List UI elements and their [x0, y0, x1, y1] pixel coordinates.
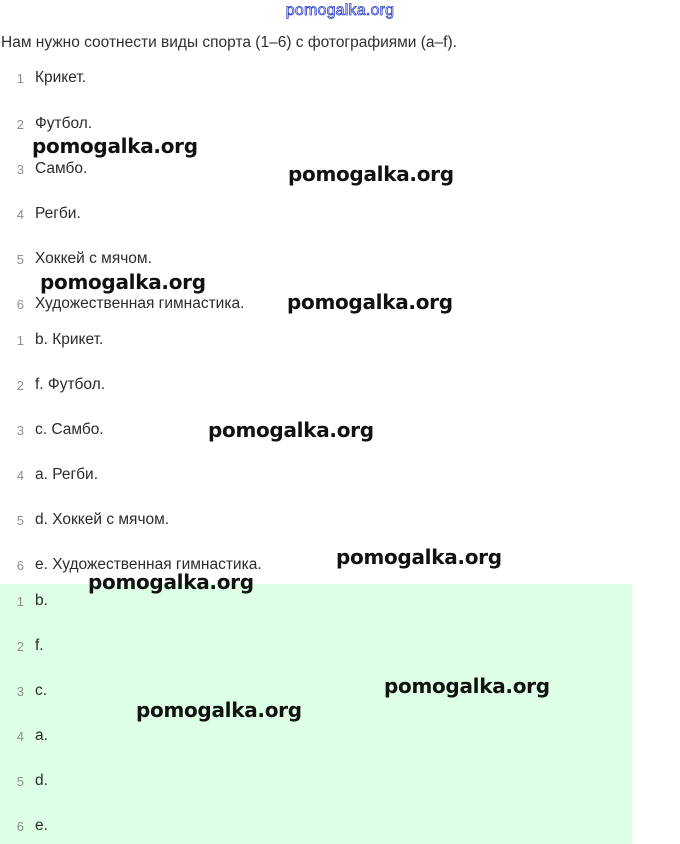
item-text: d. — [35, 772, 48, 789]
item-number: 5 — [16, 512, 24, 528]
watermark: pomogalka.org — [287, 290, 453, 314]
watermark: pomogalka.org — [40, 270, 206, 294]
item-number: 4 — [16, 728, 24, 744]
item-number: 1 — [16, 593, 24, 609]
item-number: 2 — [16, 377, 24, 393]
item-text: Самбо. — [35, 160, 88, 177]
item-number: 5 — [16, 251, 24, 267]
list-item — [0, 681, 47, 701]
question-text: Нам нужно соотнести виды спорта (1–6) с фотографиями (a–f). — [1, 34, 457, 51]
item-text: a. Регби. — [35, 466, 99, 483]
item-text: Крикет. — [35, 69, 87, 86]
list-item — [0, 159, 87, 179]
list-item — [0, 375, 105, 395]
list-item — [0, 330, 103, 350]
item-number: 2 — [16, 116, 24, 132]
item-number: 6 — [16, 296, 24, 312]
item-number: 3 — [16, 683, 24, 699]
item-text: c. Самбо. — [35, 421, 104, 438]
watermark: pomogalka.org — [136, 698, 302, 722]
item-text: a. — [35, 727, 48, 744]
watermark: pomogalka.org — [336, 545, 502, 569]
list-item — [0, 555, 262, 575]
item-text: e. — [35, 817, 48, 834]
answer-box — [0, 584, 632, 844]
item-text: Футбол. — [35, 115, 93, 132]
item-number: 3 — [16, 161, 24, 177]
item-text: e. Художественная гимнастика. — [35, 556, 262, 573]
watermark: pomogalka.org — [32, 134, 198, 158]
item-number: 4 — [16, 206, 24, 222]
list-item — [0, 68, 86, 88]
list-item — [0, 420, 104, 440]
item-number: 5 — [16, 773, 24, 789]
item-number: 6 — [16, 818, 24, 834]
item-text: b. Крикет. — [35, 331, 104, 348]
item-text: c. — [35, 682, 48, 699]
watermark: pomogalka.org — [288, 162, 454, 186]
item-text: Регби. — [35, 205, 81, 222]
watermark: pomogalka.org — [384, 674, 550, 698]
item-text: b. — [35, 592, 48, 609]
item-number: 1 — [16, 70, 24, 86]
list-item — [0, 816, 48, 836]
list-item — [0, 294, 244, 314]
list-item — [0, 726, 48, 746]
list-item — [0, 249, 152, 269]
watermark: pomogalka.org — [208, 418, 374, 442]
item-text: f. Футбол. — [35, 376, 106, 393]
item-text: d. Хоккей с мячом. — [35, 511, 170, 528]
list-item — [0, 465, 98, 485]
list-item — [0, 771, 48, 791]
item-number: 4 — [16, 467, 24, 483]
item-text: Художественная гимнастика. — [35, 295, 245, 312]
watermark: pomogalka.org — [88, 570, 254, 594]
list-item — [0, 114, 92, 134]
item-number: 1 — [16, 332, 24, 348]
item-text: Хоккей с мячом. — [35, 250, 152, 267]
item-number: 6 — [16, 557, 24, 573]
item-number: 2 — [16, 638, 24, 654]
list-item — [0, 636, 44, 656]
list-item — [0, 510, 169, 530]
list-item — [0, 204, 81, 224]
item-text: f. — [35, 637, 44, 654]
item-number: 3 — [16, 422, 24, 438]
list-item — [0, 591, 48, 611]
site-logo[interactable]: pomogalka.org — [285, 2, 395, 19]
